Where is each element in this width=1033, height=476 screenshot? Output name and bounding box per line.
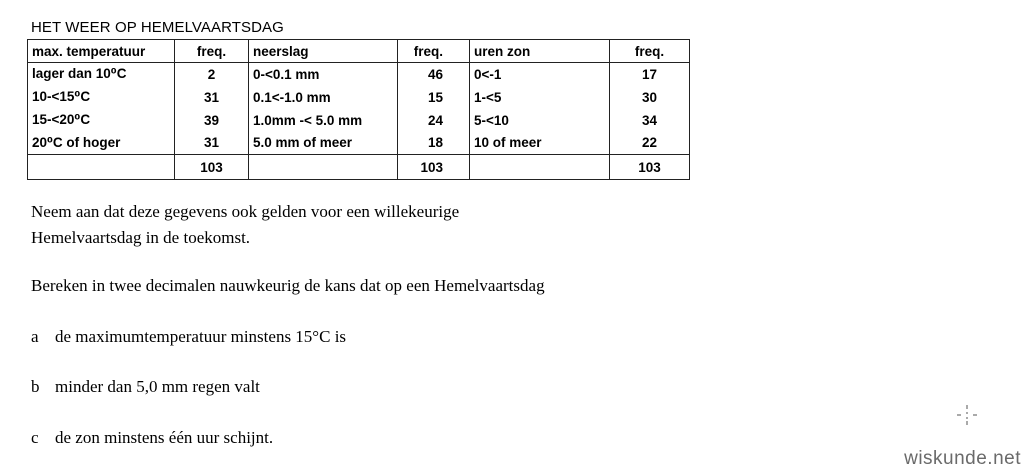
header-freq-precipitation: freq. bbox=[398, 40, 470, 63]
total-empty bbox=[249, 155, 398, 180]
cell-freq: 31 bbox=[175, 132, 249, 155]
cell-freq: 18 bbox=[398, 132, 470, 155]
table-row bbox=[28, 132, 690, 155]
table-row bbox=[28, 63, 690, 86]
header-precipitation: neerslag bbox=[249, 40, 398, 63]
total-empty bbox=[470, 155, 610, 180]
question-c bbox=[31, 428, 273, 448]
question-text: de maximumtemperatuur minstens 15°C is bbox=[55, 327, 347, 346]
cell-freq: 15 bbox=[398, 86, 470, 109]
cell-freq: 31 bbox=[175, 86, 249, 109]
table-header-row bbox=[28, 40, 690, 63]
cell-precipitation: 1.0mm -< 5.0 mm bbox=[249, 109, 398, 132]
cell-temperature: 15-<20⁰C bbox=[28, 109, 175, 132]
intro-line-1: Neem aan dat deze gegevens ook gelden voor een willekeurige bbox=[31, 202, 460, 221]
header-freq-sunshine: freq. bbox=[610, 40, 690, 63]
cell-precipitation: 0-<0.1 mm bbox=[249, 63, 398, 86]
cell-freq: 30 bbox=[610, 86, 690, 109]
cell-temperature: lager dan 10⁰C bbox=[28, 63, 175, 86]
cell-freq: 2 bbox=[175, 63, 249, 86]
cell-sunshine: 10 of meer bbox=[470, 132, 610, 155]
question-letter: c bbox=[31, 428, 39, 447]
cell-freq: 46 bbox=[398, 63, 470, 86]
cell-freq: 34 bbox=[610, 109, 690, 132]
cell-sunshine: 0<-1 bbox=[470, 63, 610, 86]
table-title: HET WEER OP HEMELVAARTSDAG bbox=[31, 19, 284, 36]
question-letter: b bbox=[31, 377, 40, 396]
question-a bbox=[31, 327, 346, 347]
header-freq-temperature: freq. bbox=[175, 40, 249, 63]
total-freq-sunshine: 103 bbox=[610, 155, 690, 180]
header-sunshine: uren zon bbox=[470, 40, 610, 63]
question-text: minder dan 5,0 mm regen valt bbox=[55, 377, 260, 396]
table-total-row bbox=[28, 155, 690, 180]
table-row bbox=[28, 109, 690, 132]
question-b bbox=[31, 377, 260, 397]
total-empty bbox=[28, 155, 175, 180]
cell-freq: 22 bbox=[610, 132, 690, 155]
cell-sunshine: 1-<5 bbox=[470, 86, 610, 109]
cell-freq: 39 bbox=[175, 109, 249, 132]
header-temperature: max. temperatuur bbox=[28, 40, 175, 63]
weather-frequency-table bbox=[27, 39, 690, 180]
cell-freq: 24 bbox=[398, 109, 470, 132]
cell-precipitation: 5.0 mm of meer bbox=[249, 132, 398, 155]
crosshair-cursor-icon bbox=[956, 404, 978, 426]
total-freq-precipitation: 103 bbox=[398, 155, 470, 180]
cell-precipitation: 0.1<-1.0 mm bbox=[249, 86, 398, 109]
table-row bbox=[28, 86, 690, 109]
intro-line-2: Hemelvaartsdag in de toekomst. bbox=[31, 228, 251, 247]
instruction-line: Bereken in twee decimalen nauwkeurig de kans dat op een Hemelvaartsdag bbox=[31, 276, 545, 295]
cell-sunshine: 5-<10 bbox=[470, 109, 610, 132]
cell-temperature: 10-<15⁰C bbox=[28, 86, 175, 109]
cell-freq: 17 bbox=[610, 63, 690, 86]
total-freq-temperature: 103 bbox=[175, 155, 249, 180]
watermark-logo: wiskunde.net bbox=[904, 448, 1021, 469]
question-letter: a bbox=[31, 327, 39, 346]
cell-temperature: 20⁰C of hoger bbox=[28, 132, 175, 155]
question-text: de zon minstens één uur schijnt. bbox=[55, 428, 274, 447]
